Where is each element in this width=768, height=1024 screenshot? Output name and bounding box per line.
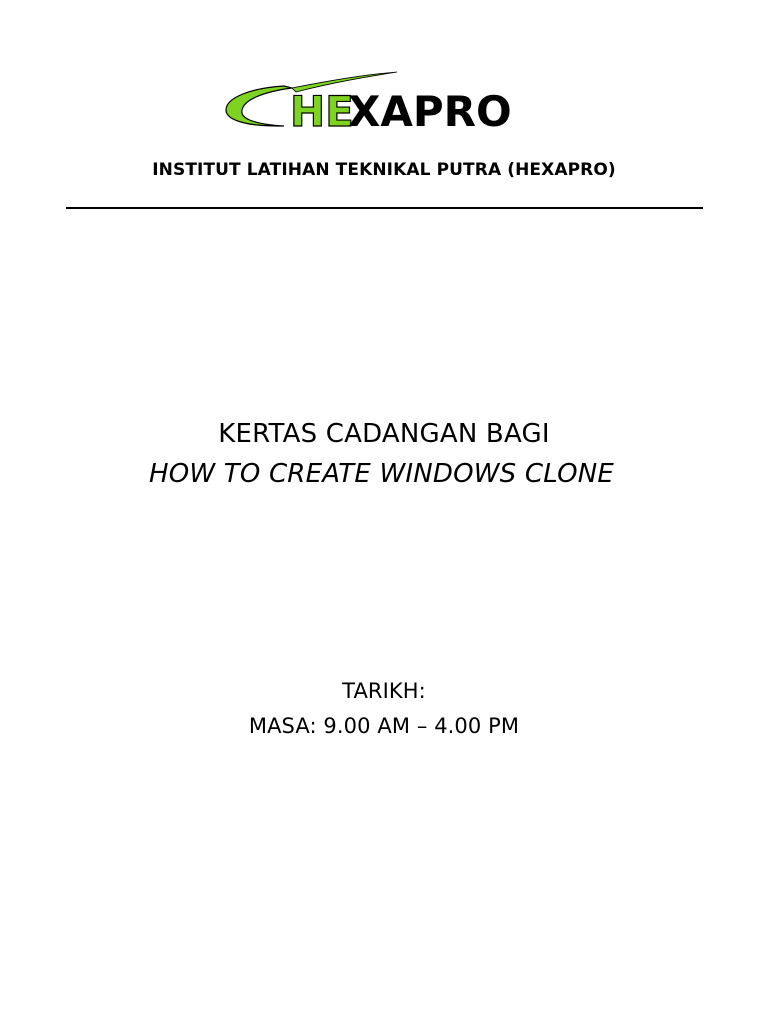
title-line-2: HOW TO CREATE WINDOWS CLONE (148, 459, 615, 489)
schedule-info (0, 674, 768, 744)
date-label: TARIKH: (342, 679, 426, 703)
time-label: MASA: 9.00 AM – 4.00 PM (248, 714, 520, 738)
proposal-title (0, 414, 768, 494)
title-line-1: KERTAS CADANGAN BAGI (218, 419, 550, 449)
header-divider (66, 207, 703, 209)
swoosh-shape (226, 86, 292, 126)
institute-name: INSTITUT LATIHAN TEKNIKAL PUTRA (HEXAPRO) (152, 160, 616, 180)
logo-text-he: HE (290, 87, 354, 136)
hexapro-logo-graphic (222, 66, 522, 138)
logo-text-xapro: XAPRO (348, 87, 512, 136)
hexapro-logo (222, 66, 522, 138)
